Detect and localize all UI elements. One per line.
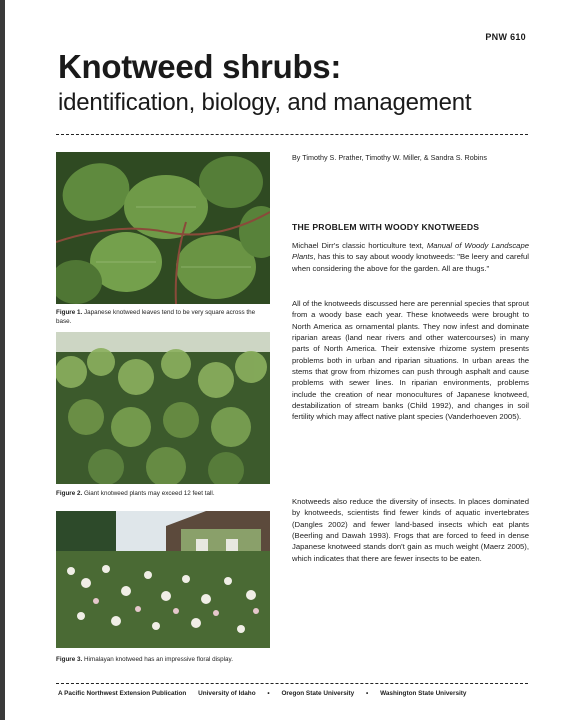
footer-university-2: Oregon State University xyxy=(281,690,355,697)
knotweed-leaves-image xyxy=(56,152,270,304)
figure-2-text: Giant knotweed plants may exceed 12 feet tall. xyxy=(84,490,215,497)
figure-3-caption xyxy=(56,656,270,665)
page-title: Knotweed shrubs: xyxy=(58,48,342,85)
himalayan-knotweed-image xyxy=(56,511,270,648)
paragraph-1: Michael Dirr's classic horticulture text, Manual of Woody Landscape Plants, has this to say about woody knotweeds: "Be leery and careful when considering the above for the garden. All are thugs." xyxy=(292,241,530,273)
figure-1-photo xyxy=(56,152,270,304)
figure-1-label: Figure 1. xyxy=(56,309,83,316)
paragraph-2: All of the knotweeds discussed here are perennial species that sprout from a woody base each year. These knotweeds were brought to North America as ornamental plants. They now infest and dominate riparian areas (land near rivers and other watercourses) in many parts of North America. Their extensive rhizome system presents problems both in urban and riparian situations. In urban areas the stems that grow from rhizomes can push through asphalt and cause problems with sewer lines. In riparian environments, problems include the creation of near monocultures of Japanese knotweed, destabilization of stream banks (Child 1992), and changes in soil fertility which may affect native plant species (Vanderhoeven 2005). xyxy=(292,299,529,422)
figure-3-label: Figure 3. xyxy=(56,656,83,663)
giant-knotweed-image xyxy=(56,332,270,484)
figure-1-text: Japanese knotweed leaves tend to be very square across the base. xyxy=(56,309,256,325)
figure-3-text: Himalayan knotweed has an impressive floral display. xyxy=(84,656,233,663)
figure-3-photo xyxy=(56,511,270,648)
figure-2-label: Figure 2. xyxy=(56,490,83,497)
figure-2-caption xyxy=(56,490,270,499)
book-title: Manual of Woody Landscape Plants xyxy=(292,241,530,262)
footer-publisher: A Pacific Northwest Extension Publication xyxy=(58,690,187,697)
section-heading: THE PROBLEM WITH WOODY KNOTWEEDS xyxy=(292,222,480,232)
publication-number: PNW 610 xyxy=(485,32,526,42)
footer-separator: • xyxy=(267,690,270,697)
footer-divider xyxy=(56,683,528,684)
footer-separator: • xyxy=(366,690,369,697)
figure-2-photo xyxy=(56,332,270,484)
figure-1-caption xyxy=(56,309,270,326)
header-divider xyxy=(56,134,528,135)
footer-university-1: University of Idaho xyxy=(198,690,256,697)
page-left-edge xyxy=(0,0,5,720)
page-subtitle: identification, biology, and management xyxy=(58,89,472,116)
footer xyxy=(58,690,530,697)
author-byline: By Timothy S. Prather, Timothy W. Miller, & Sandra S. Robins xyxy=(292,153,487,162)
paragraph-3: Knotweeds also reduce the diversity of insects. In places dominated by knotweeds, scientists find fewer kinds of aquatic invertebrates (Dangles 2002) and fewer land-based insects which eat plants (Beerling and Dawah 1993). Frogs that are forced to feed in dense Japanese knotweed stands don't gain as much weight (Maerz 2005), which indicates that there are fewer insects to be eaten. xyxy=(292,497,529,563)
footer-university-3: Washington State University xyxy=(380,690,467,697)
